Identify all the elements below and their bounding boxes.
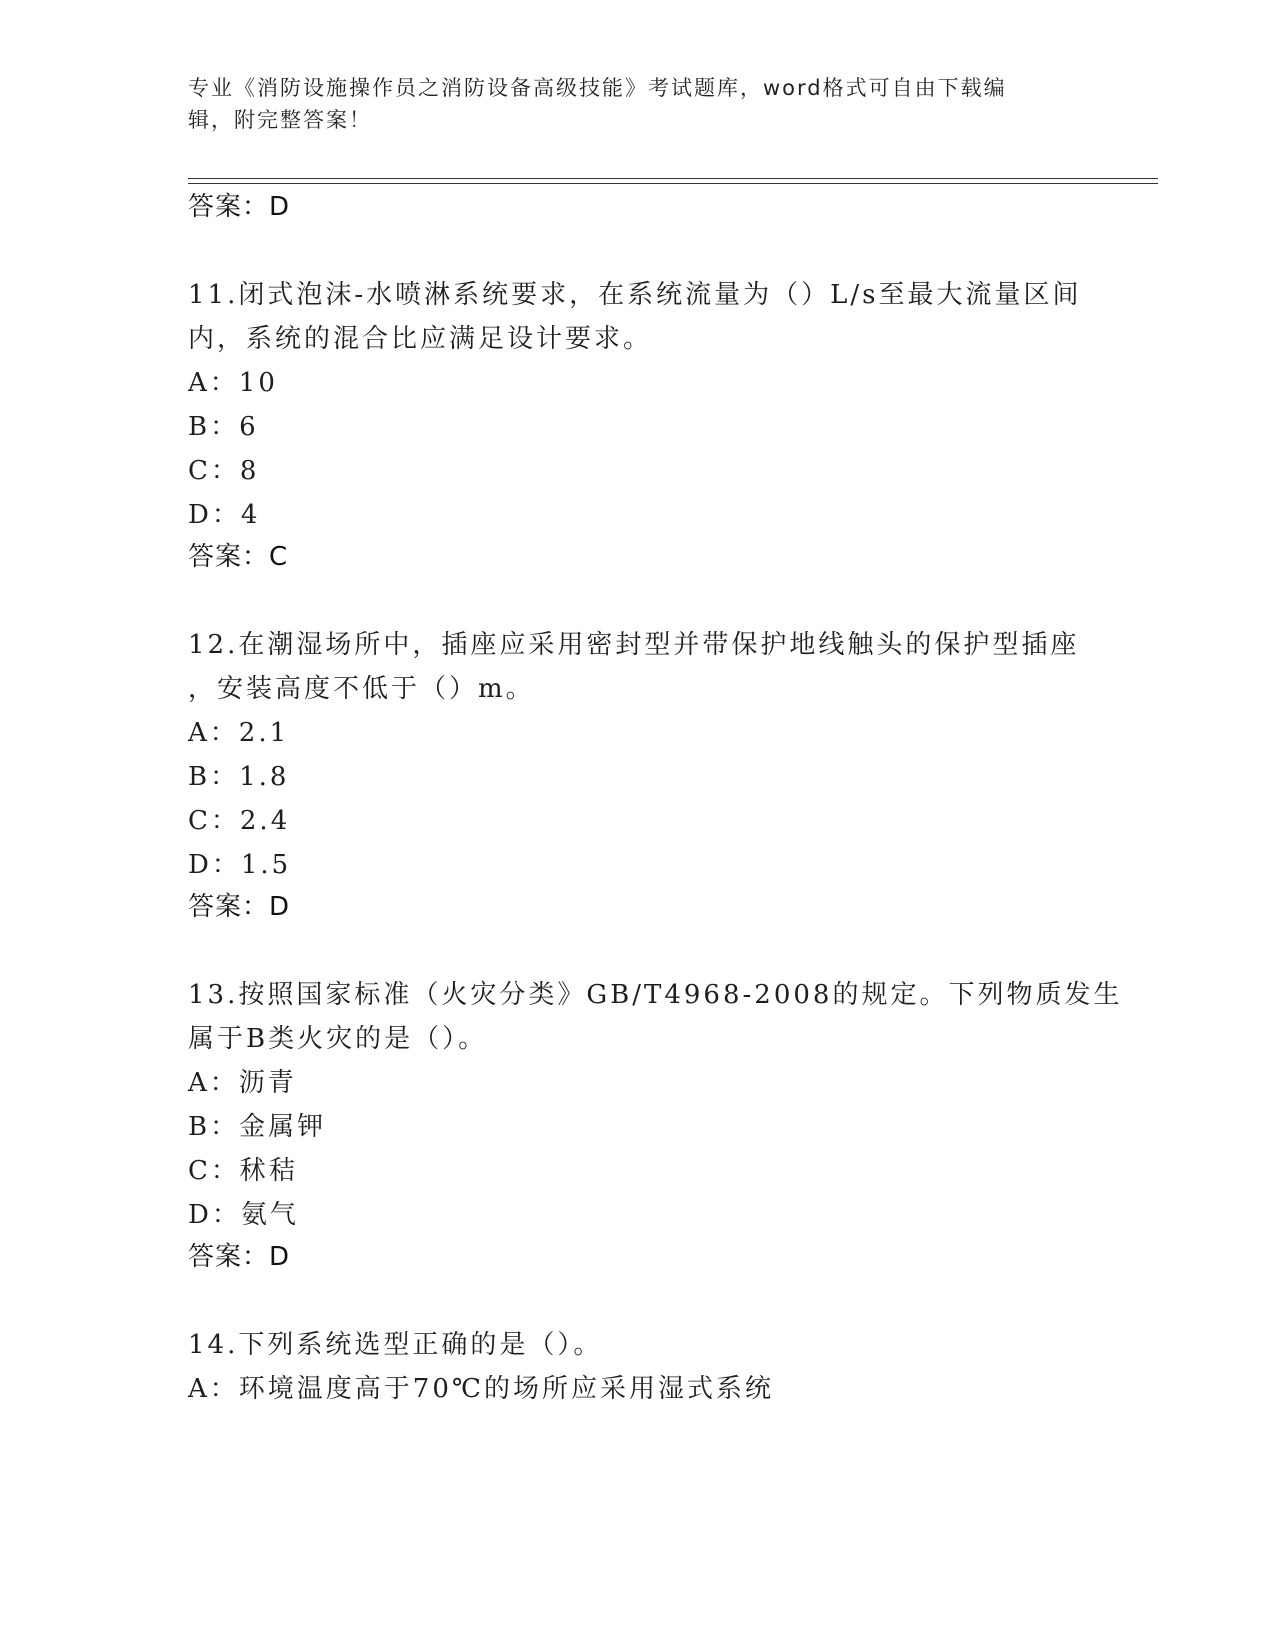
document-header: [188, 72, 1088, 136]
question-13-option-d: D：氨气: [188, 1200, 299, 1230]
question-11-stem-line-1: 11.闭式泡沫-水喷淋系统要求，在系统流量为（）L/s至最大流量区间: [188, 280, 1082, 310]
question-13-stem-line-1: 13.按照国家标准（火灾分类》GB/T4968-2008的规定。下列物质发生: [188, 980, 1123, 1010]
question-12-option-a: A：2.1: [188, 718, 290, 748]
question-13-option-a: A：沥青: [188, 1068, 297, 1098]
answer-q11: 答案：C: [188, 542, 289, 572]
answer-q12: 答案：D: [188, 892, 291, 922]
header-divider-bottom: [188, 183, 1158, 184]
question-12-stem-line-1: 12.在潮湿场所中，插座应采用密封型并带保护地线触头的保护型插座: [188, 630, 1080, 660]
question-12-option-d: D：1.5: [188, 850, 292, 880]
question-12-stem-line-2: ，安装高度不低于（）m。: [188, 674, 535, 704]
question-12-option-b: B：1.8: [188, 762, 290, 792]
header-divider-top: [188, 178, 1158, 179]
header-line-2: 辑，附完整答案！: [188, 108, 372, 132]
question-14-stem-line-1: 14.下列系统选型正确的是（）。: [188, 1330, 603, 1360]
header-line-1: 专业《消防设施操作员之消防设备高级技能》考试题库，word格式可自由下载编: [188, 76, 1007, 100]
answer-q10: 答案：D: [188, 192, 291, 222]
question-12-option-c: C：2.4: [188, 806, 291, 836]
question-14-option-a: A：环境温度高于70℃的场所应采用湿式系统: [188, 1374, 774, 1404]
question-11-option-d: D：4: [188, 500, 261, 530]
question-11-option-b: B：6: [188, 412, 259, 442]
question-11-option-c: C：8: [188, 456, 260, 486]
question-13-option-b: B：金属钾: [188, 1112, 327, 1142]
answer-q13: 答案：D: [188, 1242, 291, 1272]
question-11-stem-line-2: 内，系统的混合比应满足设计要求。: [188, 324, 653, 354]
question-13-stem-line-2: 属于B类火灾的是（）。: [188, 1024, 488, 1054]
question-13-option-c: C：秫秸: [188, 1156, 298, 1186]
question-11-option-a: A：10: [188, 368, 278, 398]
